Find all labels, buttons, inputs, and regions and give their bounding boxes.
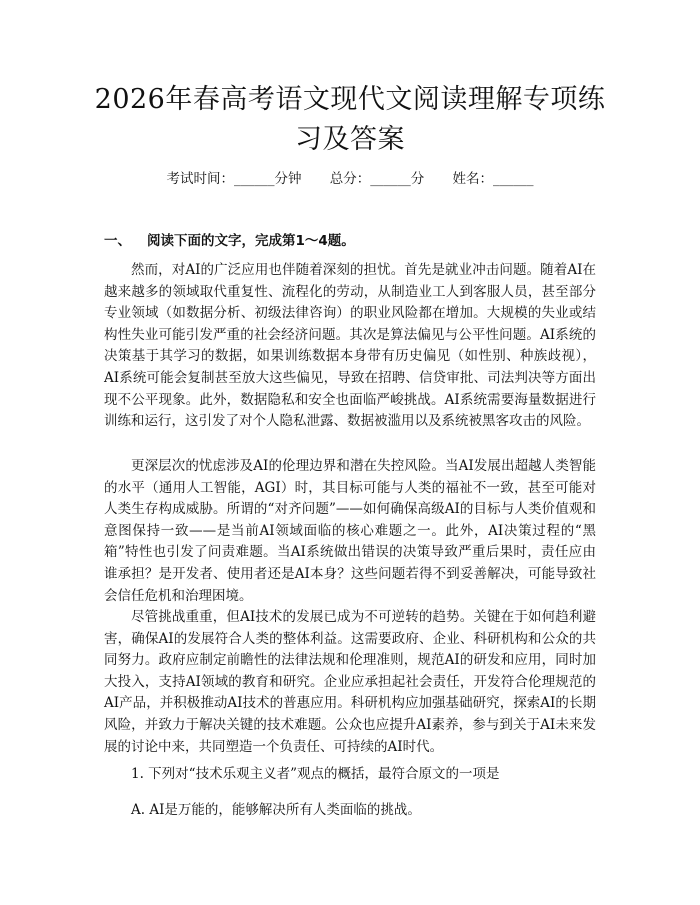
page-title: 2026年春高考语文现代文阅读理解专项练习及答案 xyxy=(94,84,606,155)
passage-paragraph-3: 尽管挑战重重，但AI技术的发展已成为不可逆转的趋势。关键在于如何趋利避害，确保AI的发展符合人类的整体利益。这需要政府、企业、科研机构和公众的共同努力。政府应制定前瞻性的法律法规和伦理准则，规范AI的研发和应用，同时加大投入，支持AI领域的教育和研究。企业应承担起社会责任，开发符合伦理规范的AI产品，并积极推动AI技术的普惠应用。科研机构应加强基础研究，探索AI的长期风险，并致力于解决关键的技术难题。公众也应提升AI素养，参与到关于AI未来发展的讨论中来，共同塑造一个负责任、可持续的AI时代。 xyxy=(104,609,596,755)
section-number: 一、 xyxy=(104,233,131,249)
section-heading xyxy=(104,231,355,251)
exam-meta xyxy=(0,170,700,188)
section-instruction: 阅读下面的文字，完成第1～4题。 xyxy=(147,233,355,249)
question-1: 1. 下列对“技术乐观主义者”观点的概括，最符合原文的一项是 xyxy=(131,766,500,782)
exam-time-field: 考试时间：______分钟 xyxy=(166,171,302,187)
total-score-field: 总分：______分 xyxy=(329,171,425,187)
question-1-option-a: A. AI是万能的，能够解决所有人类面临的挑战。 xyxy=(131,802,421,818)
name-field: 姓名：______ xyxy=(452,171,534,187)
passage-paragraph-1: 然而，对AI的广泛应用也伴随着深刻的担忧。首先是就业冲击问题。随着AI在越来越多的领域取代重复性、流程化的劳动，从制造业工人到客服人员，甚至部分专业领域（如数据分析、初级法律咨询）的职业风险都在增加。大规模的失业或结构性失业可能引发严重的社会经济问题。其次是算法偏见与公平性问题。AI系统的决策基于其学习的数据，如果训练数据本身带有历史偏见（如性别、种族歧视），AI系统可能会复制甚至放大这些偏见，导致在招聘、信贷审批、司法判决等方面出现不公平现象。此外，数据隐私和安全也面临严峻挑战。AI系统需要海量数据进行训练和运行，这引发了对个人隐私泄露、数据被滥用以及系统被黑客攻击的风险。 xyxy=(104,262,596,430)
passage-paragraph-2: 更深层次的忧虑涉及AI的伦理边界和潜在失控风险。当AI发展出超越人类智能的水平（通用人工智能，AGI）时，其目标可能与人类的福祉不一致，甚至可能对人类生存构成威胁。所谓的“对齐问题”——如何确保高级AI的目标与人类价值观和意图保持一致——是当前AI领域面临的核心难题之一。此外，AI决策过程的“黑箱”特性也引发了问责难题。当AI系统做出错误的决策导致严重后果时，责任应由谁承担？是开发者、使用者还是AI本身？这些问题若得不到妥善解决，可能导致社会信任危机和治理困境。 xyxy=(104,458,596,604)
